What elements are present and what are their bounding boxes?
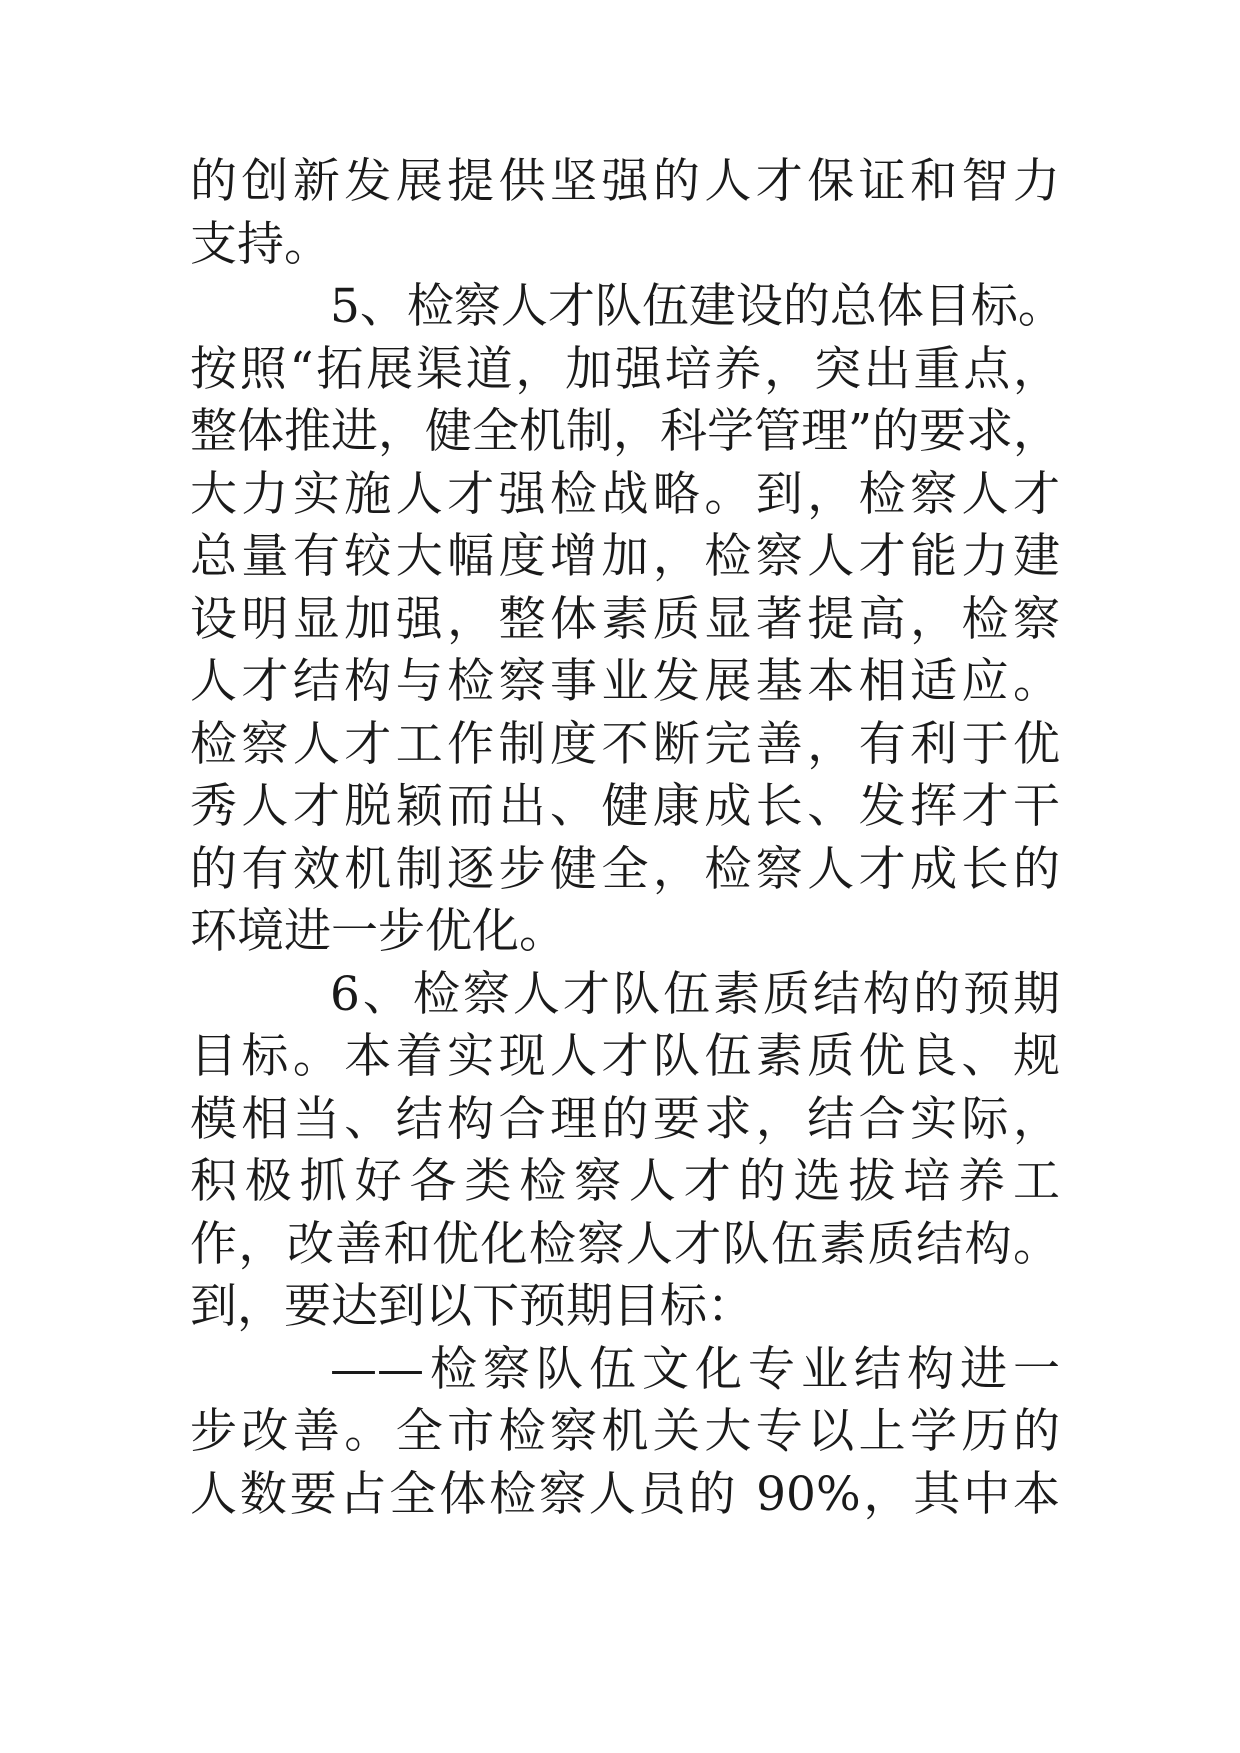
text-line: 目标。本着实现人才队伍素质优良、规: [190, 1029, 1060, 1084]
text-line: 人才结构与检察事业发展基本相适应。: [190, 654, 1060, 709]
text-line: 检察人才工作制度不断完善，有利于优: [190, 716, 1060, 772]
text-line: 到，要达到以下预期目标：: [190, 1279, 754, 1334]
paragraph-heading-5: 5、检察人才队伍建设的总体目标。: [330, 279, 1065, 334]
text-line: 作，改善和优化检察人才队伍素质结构。: [190, 1216, 1060, 1272]
text-line: 积极抓好各类检察人才的选拔培养工: [190, 1154, 1060, 1209]
text-line: 大力实施人才强检战略。到，检察人才: [190, 466, 1060, 522]
text-line: 的创新发展提供坚强的人才保证和智力: [190, 154, 1060, 209]
text-line: 按照“拓展渠道，加强培养，突出重点，: [190, 341, 1060, 397]
list-item-dash: ——检察队伍文化专业结构进一: [330, 1341, 1060, 1397]
text-line: 支持。: [190, 216, 331, 272]
text-line: 总量有较大幅度增加，检察人才能力建: [190, 529, 1060, 584]
text-line: 秀人才脱颖而出、健康成长、发挥才干: [190, 779, 1060, 834]
text-line: 人数要占全体检察人员的 90%，其中本: [190, 1466, 1060, 1522]
text-line: 步改善。全市检察机关大专以上学历的: [190, 1404, 1060, 1459]
text-line: 环境进一步优化。: [190, 904, 566, 959]
text-line: 整体推进，健全机制，科学管理”的要求，: [190, 404, 1061, 459]
text-line: 的有效机制逐步健全，检察人才成长的: [190, 841, 1060, 897]
text-line: 模相当、结构合理的要求，结合实际，: [190, 1091, 1060, 1147]
text-line: 设明显加强，整体素质显著提高，检察: [190, 591, 1060, 647]
document-body: [190, 151, 1065, 1526]
paragraph-heading-6: 6、检察人才队伍素质结构的预期: [330, 966, 1060, 1022]
